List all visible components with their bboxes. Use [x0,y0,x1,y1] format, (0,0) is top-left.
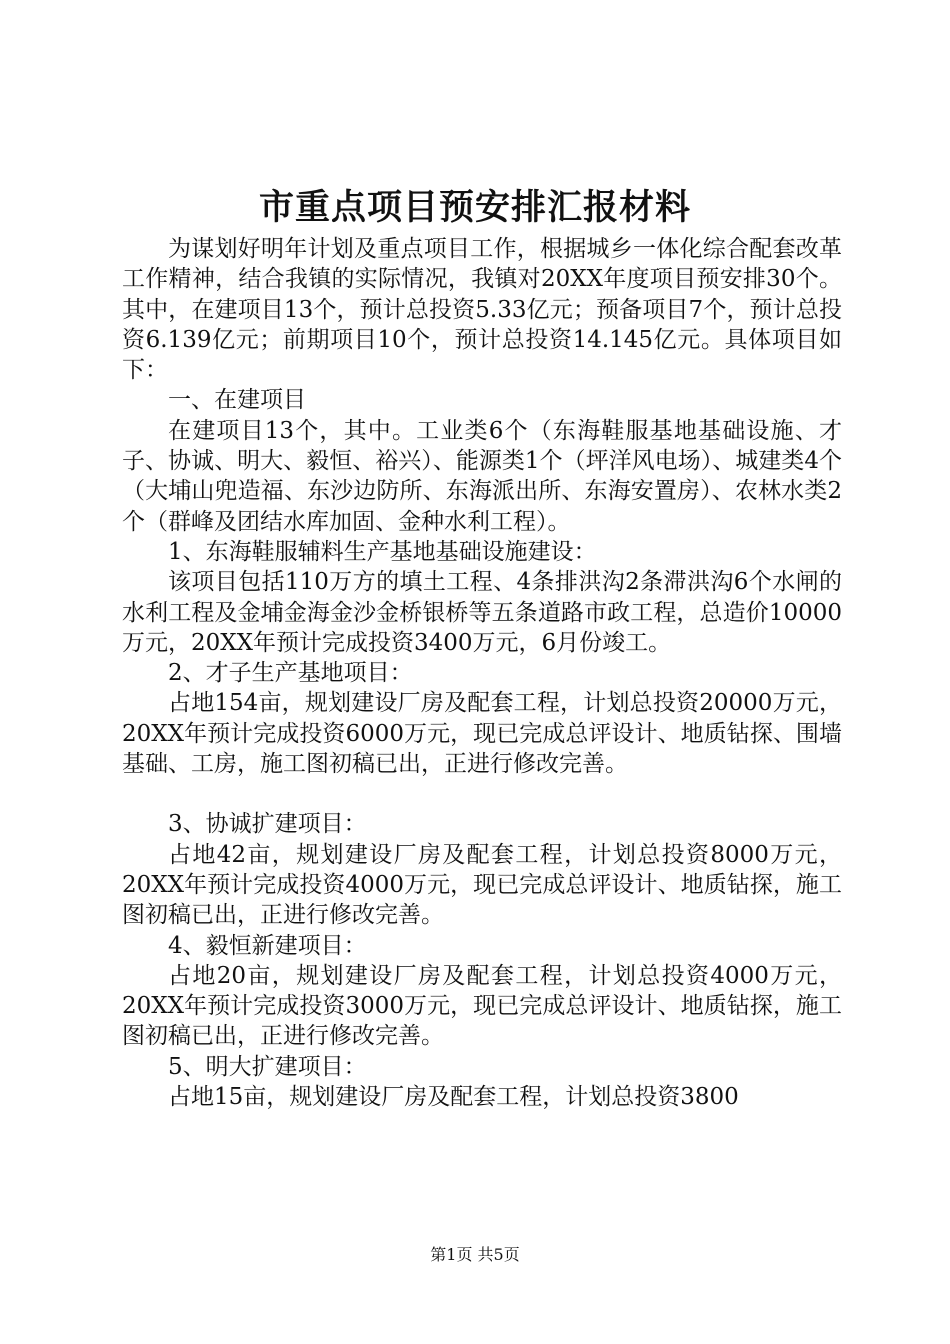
project-heading-1: 1、东海鞋服辅料生产基地基础设施建设： [168,538,597,565]
project-paragraph-1: 该项目包括110万方的填土工程、4条排洪沟2条滞洪沟6个水闸的水利工程及金埔金海金沙金桥银桥等五条道路市政工程，总造价10000万元，20XX年预计完成投资3400万元，6月份竣工。 [122,569,842,656]
in-construction-summary-paragraph: 在建项目13个，其中。工业类6个（东海鞋服基地基础设施、才子、协诚、明大、毅恒、裕兴）、能源类1个（坪洋风电场）、城建类4个（大埔山兜造福、东沙边防所、东海派出所、东海安置房）、农林水类2个（群峰及团结水库加固、金种水利工程）。 [122,417,842,535]
project-paragraph-3: 占地42亩，规划建设厂房及配套工程，计划总投资8000万元，20XX年预计完成投资4000万元，现已完成总评设计、地质钻探，施工图初稿已出，正进行修改完善。 [122,841,842,929]
project-heading-2: 2、才子生产基地项目： [168,660,413,687]
project-heading-5: 5、明大扩建项目： [168,1053,367,1080]
document-title: 市重点项目预安排汇报材料 [258,187,691,228]
section-heading-in-construction: 一、在建项目 [168,387,306,414]
project-heading-3: 3、协诚扩建项目： [168,811,367,838]
intro-paragraph: 为谋划好明年计划及重点项目工作，根据城乡一体化综合配套改革工作精神，结合我镇的实际情况，我镇对20XX年度项目预安排30个。其中，在建项目13个，预计总投资5.33亿元；预备项目7个，预计总投资6.139亿元；前期项目10个，预计总投资14.145亿元。具体项目如下： [122,236,842,384]
page-number-footer: 第1页 共5页 [430,1245,520,1264]
paragraph-gap [122,779,842,809]
project-paragraph-2: 占地154亩，规划建设厂房及配套工程，计划总投资20000万元，20XX年预计完成投资6000万元，现已完成总评设计、地质钻探、围墙基础、工房，施工图初稿已出，正进行修改完善。 [122,690,842,778]
project-heading-4: 4、毅恒新建项目： [168,932,367,959]
project-paragraph-5: 占地15亩，规划建设厂房及配套工程，计划总投资3800 [168,1084,739,1111]
project-paragraph-4: 占地20亩，规划建设厂房及配套工程，计划总投资4000万元，20XX年预计完成投资3000万元，现已完成总评设计、地质钻探，施工图初稿已出，正进行修改完善。 [122,962,842,1050]
document-body [122,234,842,1112]
